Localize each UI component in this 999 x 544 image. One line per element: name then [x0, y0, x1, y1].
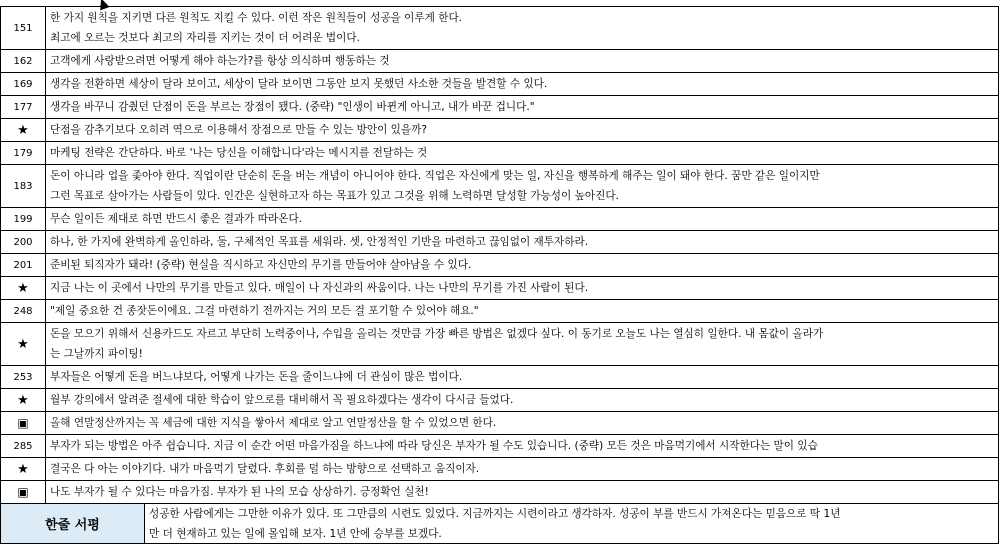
note-line: 월부 강의에서 알려준 절세에 대한 학습이 앞으로를 대비해서 꼭 필요하겠다는 생각이 다시금 들었다. [50, 394, 514, 406]
table-row [0, 458, 999, 481]
summary-text [145, 504, 999, 543]
note-text [46, 300, 999, 322]
page-number: 285 [0, 435, 46, 457]
note-text [46, 389, 999, 411]
note-line: 결국은 다 아는 이야기다. 내가 마음먹기 달렸다. 후회를 덜 하는 방향으로 선택하고 움직이자. [50, 463, 480, 475]
note-text [46, 435, 999, 457]
page-number: 200 [0, 231, 46, 253]
table-row [0, 323, 999, 366]
table-row [0, 254, 999, 277]
summary-line: 만 더 현재하고 있는 일에 몰입해 보자. 1년 안에 승부를 보겠다. [149, 528, 442, 540]
table-row [0, 165, 999, 208]
notes-rows [0, 6, 999, 504]
note-text [46, 7, 999, 49]
table-row [0, 6, 999, 50]
table-row [0, 412, 999, 435]
table-row [0, 435, 999, 458]
note-text [46, 119, 999, 141]
note-text [46, 142, 999, 164]
page-number: 162 [0, 50, 46, 72]
table-row [0, 277, 999, 300]
table-row [0, 481, 999, 504]
table-row [0, 73, 999, 96]
note-text [46, 323, 999, 365]
note-text [46, 73, 999, 95]
note-line: 마케팅 전략은 간단하다. 바로 '나는 당신을 이해합니다'라는 메시지를 전달하는 것 [50, 147, 428, 159]
note-line: "제일 중요한 건 종잣돈이에요. 그걸 마련하기 전까지는 거의 모든 걸 포기할 수 있어야 해요." [50, 305, 479, 317]
note-text [46, 50, 999, 72]
page-number: 199 [0, 208, 46, 230]
note-line: 단점을 감추기보다 오히려 역으로 이용해서 장점으로 만들 수 있는 방안이 있을까? [50, 124, 428, 136]
note-text [46, 254, 999, 276]
page-number: 179 [0, 142, 46, 164]
note-text [46, 481, 999, 503]
note-line: 그런 목표로 살아가는 사람들이 있다. 인간은 실현하고자 하는 목표가 있고 그것을 위해 노력하면 달성할 가능성이 높아진다. [50, 190, 619, 202]
note-line: 고객에게 사랑받으려면 어떻게 해야 하는가?를 항상 의식하며 행동하는 것 [50, 55, 390, 67]
table-row [0, 96, 999, 119]
note-line: 한 가지 원칙을 지키면 다른 원칙도 지킬 수 있다. 이런 작은 원칙들이 성공을 이루게 한다. [50, 12, 463, 24]
table-row [0, 389, 999, 412]
note-line: 준비된 퇴직자가 돼라! (중략) 현실을 직시하고 자신만의 무기를 만들어야 살아남을 수 있다. [50, 259, 472, 271]
note-line: 생각을 전환하면 세상이 달라 보이고, 세상이 달라 보이면 그동안 보지 못했던 사소한 것들을 발견할 수 있다. [50, 78, 548, 90]
star-marker: ★ [0, 119, 46, 141]
note-text [46, 165, 999, 207]
summary-line: 성공한 사람에게는 그만한 이유가 있다. 또 그만큼의 시련도 있었다. 지금까지는 시련이라고 생각하자. 성공이 부를 반드시 가져온다는 믿음으로 딱 1년 [149, 508, 841, 520]
star-marker: ★ [0, 389, 46, 411]
page-number: 201 [0, 254, 46, 276]
summary-label: 한줄 서평 [0, 504, 145, 543]
star-marker: ★ [0, 277, 46, 299]
note-line: 부자가 되는 방법은 아주 쉽습니다. 지금 이 순간 어떤 마음가짐을 하느냐에 따라 당신은 부자가 될 수도 있습니다. (중략) 모든 것은 마음먹기에서 시작한다는 말이 있습 [50, 440, 818, 452]
note-text [46, 208, 999, 230]
note-line: 하나, 한 가지에 완벽하게 올인하라, 둘, 구체적인 목표를 세워라. 셋, 안정적인 기반을 마련하고 끊임없이 재투자하라. [50, 236, 589, 248]
table-row [0, 231, 999, 254]
table-row [0, 366, 999, 389]
note-line: 생각을 바꾸니 감췄던 단점이 돈을 부르는 장점이 됐다. (중략) "인생이 바뀐게 아니고, 내가 바꾼 겁니다." [50, 101, 535, 113]
note-line: 돈을 모으기 위해서 신용카드도 자르고 부단히 노력중이나, 수입을 올리는 것만큼 가장 빠른 방법은 없겠다 싶다. 이 동기로 오늘도 나는 열심히 일한다. 내 몸값이 올라가 [50, 328, 824, 340]
note-line: 나도 부자가 될 수 있다는 마음가짐. 부자가 된 나의 모습 상상하기. 긍정확언 실천! [50, 486, 429, 498]
note-line: 최고에 오르는 것보다 최고의 자리를 지키는 것이 더 어려운 법이다. [50, 32, 360, 44]
table-row [0, 119, 999, 142]
page-number: 248 [0, 300, 46, 322]
page-number: 253 [0, 366, 46, 388]
table-row [0, 300, 999, 323]
table-row [0, 50, 999, 73]
note-text [46, 96, 999, 118]
box-marker: ▣ [0, 412, 46, 434]
note-text [46, 231, 999, 253]
note-line: 는 그날까지 파이팅! [50, 348, 143, 360]
note-line: 돈이 아니라 업을 좇아야 한다. 직업이란 단순히 돈을 버는 개념이 아니어야 한다. 직업은 자신에게 맞는 일, 자신을 행복하게 해주는 일이 돼야 한다. 꿈만 같은 일이지만 [50, 170, 820, 182]
summary-row [0, 504, 999, 544]
page-number: 151 [0, 7, 46, 49]
page-number: 183 [0, 165, 46, 207]
page-number: 169 [0, 73, 46, 95]
note-text [46, 458, 999, 480]
page-number: 177 [0, 96, 46, 118]
note-text [46, 277, 999, 299]
table-row [0, 142, 999, 165]
note-line: 부자들은 어떻게 돈을 버느냐보다, 어떻게 나가는 돈을 줄이느냐에 더 관심이 많은 법이다. [50, 371, 463, 383]
note-text [46, 412, 999, 434]
table-row [0, 208, 999, 231]
note-line: 무슨 일이든 제대로 하면 반드시 좋은 결과가 따라온다. [50, 213, 303, 225]
star-marker: ★ [0, 323, 46, 365]
box-marker: ▣ [0, 481, 46, 503]
note-text [46, 366, 999, 388]
note-line: 올해 연말정산까지는 꼭 세금에 대한 지식을 쌓아서 제대로 알고 연말정산을 할 수 있었으면 한다. [50, 417, 497, 429]
note-line: 지금 나는 이 곳에서 나만의 무기를 만들고 있다. 매일이 나 자신과의 싸움이다. 나는 나만의 무기를 가진 사람이 된다. [50, 282, 589, 294]
star-marker: ★ [0, 458, 46, 480]
